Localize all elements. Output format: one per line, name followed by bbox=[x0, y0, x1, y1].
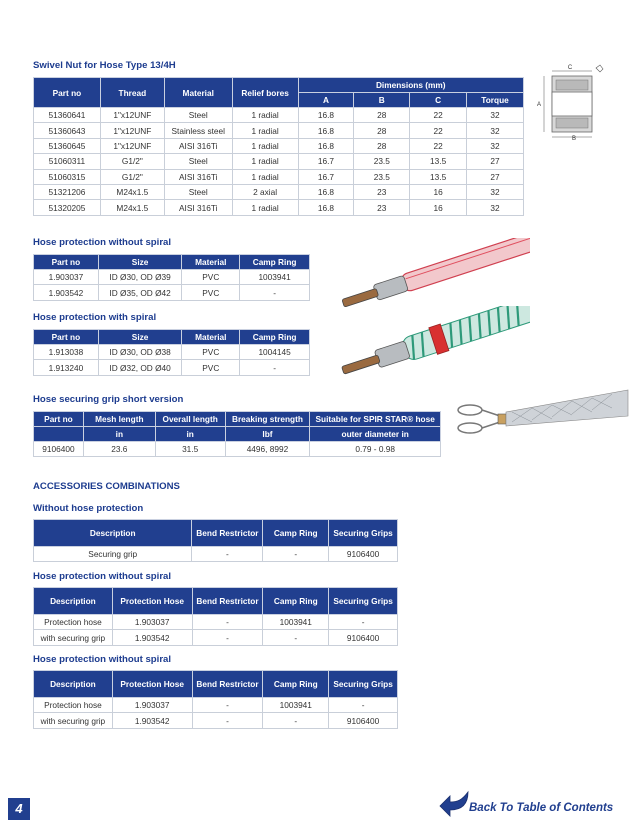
swivel-cell: Steel bbox=[164, 184, 232, 199]
hws-cell: - bbox=[240, 285, 310, 300]
grip-cell: 23.6 bbox=[83, 442, 155, 457]
swivel-cell: 16.8 bbox=[298, 184, 354, 199]
hs-cell: ID Ø32, OD Ø40 bbox=[98, 360, 182, 375]
grip-unit-0: in bbox=[83, 427, 155, 442]
swivel-cell: 13.5 bbox=[410, 169, 467, 184]
swivel-cell: 1 radial bbox=[232, 108, 298, 123]
swivel-cell: 28 bbox=[354, 108, 410, 123]
swivel-cell: 1"x12UNF bbox=[100, 123, 164, 138]
hws-header-2: Material bbox=[182, 255, 240, 270]
swivel-cell: 22 bbox=[410, 123, 467, 138]
securing-grip-table bbox=[33, 411, 441, 457]
hs-header-0: Part no bbox=[34, 330, 99, 345]
swivel-row bbox=[34, 169, 524, 184]
combo1-row bbox=[34, 630, 398, 645]
hs-cell: 1.913240 bbox=[34, 360, 99, 375]
hs-cell: 1.913038 bbox=[34, 345, 99, 360]
swivel-cell: 28 bbox=[354, 123, 410, 138]
combo2-header-0: Description bbox=[34, 671, 113, 698]
combo2-cell: 1.903542 bbox=[112, 713, 192, 728]
combo-2-table bbox=[33, 670, 398, 729]
hs-cell: 1004145 bbox=[240, 345, 310, 360]
section-title-securing-grip: Hose securing grip short version bbox=[33, 394, 184, 405]
grip-header-3: Breaking strength bbox=[225, 412, 310, 427]
hws-header-3: Camp Ring bbox=[240, 255, 310, 270]
combo1-cell: Protection hose bbox=[34, 615, 113, 630]
swivel-cell: Stainless steel bbox=[164, 123, 232, 138]
swivel-nut-drawing bbox=[530, 62, 610, 142]
hs-header-2: Material bbox=[182, 330, 240, 345]
combo2-cell: - bbox=[263, 713, 329, 728]
hws-cell: 1003941 bbox=[240, 270, 310, 285]
swivel-cell: 32 bbox=[467, 123, 524, 138]
swivel-cell: 27 bbox=[467, 169, 524, 184]
swivel-cell: 16.8 bbox=[298, 200, 354, 215]
combo1-cell: 1.903542 bbox=[112, 630, 192, 645]
combo1-header-4: Securing Grips bbox=[329, 588, 398, 615]
swivel-cell: 28 bbox=[354, 138, 410, 153]
swivel-cell: Steel bbox=[164, 154, 232, 169]
hws-cell: ID Ø35, OD Ø42 bbox=[98, 285, 182, 300]
grip-header-4: Suitable for SPIR STAR® hose bbox=[310, 412, 441, 427]
wp-cell: - bbox=[263, 547, 329, 562]
grip-unit-empty bbox=[34, 427, 84, 442]
swivel-cell: 2 axial bbox=[232, 184, 298, 199]
swivel-cell: 51360641 bbox=[34, 108, 101, 123]
swivel-cell: 51321206 bbox=[34, 184, 101, 199]
hs-row bbox=[34, 360, 310, 375]
grip-unit-2: lbf bbox=[225, 427, 310, 442]
combo2-header-1: Protection Hose bbox=[112, 671, 192, 698]
swivel-row bbox=[34, 108, 524, 123]
combo1-header-2: Bend Restrictor bbox=[192, 588, 263, 615]
without-protection-table bbox=[33, 519, 398, 562]
combo1-cell: 1.903037 bbox=[112, 615, 192, 630]
hws-header-0: Part no bbox=[34, 255, 99, 270]
combo2-cell: Protection hose bbox=[34, 698, 113, 713]
combo2-cell: 9106400 bbox=[329, 713, 398, 728]
combo1-row bbox=[34, 615, 398, 630]
swivel-cell: 22 bbox=[410, 138, 467, 153]
combo2-header-4: Securing Grips bbox=[329, 671, 398, 698]
swivel-cell: Steel bbox=[164, 108, 232, 123]
swivel-row bbox=[34, 200, 524, 215]
section-title-hose-with-spiral: Hose protection with spiral bbox=[33, 312, 157, 323]
combo2-cell: 1003941 bbox=[263, 698, 329, 713]
grip-cell: 31.5 bbox=[155, 442, 225, 457]
swivel-cell: 32 bbox=[467, 184, 524, 199]
hws-row bbox=[34, 270, 310, 285]
grip-unit-3: outer diameter in bbox=[310, 427, 441, 442]
hs-cell: ID Ø30, OD Ø38 bbox=[98, 345, 182, 360]
swivel-row bbox=[34, 184, 524, 199]
combo1-header-1: Protection Hose bbox=[112, 588, 192, 615]
combo1-cell: 9106400 bbox=[329, 630, 398, 645]
swivel-cell: 16.7 bbox=[298, 169, 354, 184]
grip-row bbox=[34, 442, 441, 457]
swivel-cell: M24x1.5 bbox=[100, 184, 164, 199]
col-torque: Torque bbox=[467, 93, 524, 108]
swivel-cell: 23.5 bbox=[354, 169, 410, 184]
hs-row bbox=[34, 345, 310, 360]
swivel-cell: 27 bbox=[467, 154, 524, 169]
hws-cell: ID Ø30, OD Ø39 bbox=[98, 270, 182, 285]
col-dimensions: Dimensions (mm) bbox=[298, 78, 523, 93]
swivel-cell: 32 bbox=[467, 108, 524, 123]
combo1-header-0: Description bbox=[34, 588, 113, 615]
section-title-combo-2: Hose protection without spiral bbox=[33, 654, 172, 665]
swivel-row bbox=[34, 123, 524, 138]
hs-header-3: Camp Ring bbox=[240, 330, 310, 345]
section-title-combo-1: Hose protection without spiral bbox=[33, 571, 172, 582]
swivel-cell: 23.5 bbox=[354, 154, 410, 169]
combo-1-table bbox=[33, 587, 398, 646]
combo1-cell: - bbox=[192, 615, 263, 630]
hose-with-spiral-image bbox=[330, 306, 530, 376]
swivel-cell: 16 bbox=[410, 200, 467, 215]
swivel-cell: 23 bbox=[354, 200, 410, 215]
hose-with-spiral-table bbox=[33, 329, 310, 376]
hws-header-1: Size bbox=[98, 255, 182, 270]
wp-header-2: Camp Ring bbox=[263, 520, 329, 547]
wrench-icon bbox=[596, 65, 603, 72]
combo2-header-3: Camp Ring bbox=[263, 671, 329, 698]
combo1-cell: 1003941 bbox=[263, 615, 329, 630]
wp-header-3: Securing Grips bbox=[329, 520, 398, 547]
section-title-without-hose-protection: Without hose protection bbox=[33, 503, 144, 514]
grip-cell: 4496, 8992 bbox=[225, 442, 310, 457]
swivel-cell: 16.8 bbox=[298, 138, 354, 153]
section-title-accessories: ACCESSORIES COMBINATIONS bbox=[33, 481, 180, 492]
swivel-cell: 51360643 bbox=[34, 123, 101, 138]
hws-cell: PVC bbox=[182, 270, 240, 285]
swivel-cell: AISI 316Ti bbox=[164, 200, 232, 215]
hs-cell: PVC bbox=[182, 345, 240, 360]
back-to-toc-link[interactable]: Back To Table of Contents bbox=[469, 802, 614, 814]
hws-cell: 1.903542 bbox=[34, 285, 99, 300]
col-a: A bbox=[298, 93, 354, 108]
back-arrow-icon[interactable] bbox=[438, 790, 472, 820]
combo2-cell: - bbox=[329, 698, 398, 713]
hose-without-spiral-table bbox=[33, 254, 310, 301]
wp-header-0: Description bbox=[34, 520, 192, 547]
combo2-row bbox=[34, 698, 398, 713]
combo2-cell: with securing grip bbox=[34, 713, 113, 728]
swivel-cell: G1/2" bbox=[100, 154, 164, 169]
combo2-cell: 1.903037 bbox=[112, 698, 192, 713]
swivel-cell: 1"x12UNF bbox=[100, 138, 164, 153]
combo1-cell: - bbox=[329, 615, 398, 630]
section-title-swivel-nut: Swivel Nut for Hose Type 13/4H bbox=[33, 60, 176, 71]
hs-header-1: Size bbox=[98, 330, 182, 345]
swivel-cell: 51360645 bbox=[34, 138, 101, 153]
wp-row bbox=[34, 547, 398, 562]
swivel-cell: 32 bbox=[467, 200, 524, 215]
hose-without-spiral-image bbox=[330, 238, 530, 308]
col-b: B bbox=[354, 93, 410, 108]
swivel-cell: 32 bbox=[467, 138, 524, 153]
swivel-cell: 23 bbox=[354, 184, 410, 199]
hws-cell: 1.903037 bbox=[34, 270, 99, 285]
label-c: C bbox=[567, 65, 573, 71]
wp-cell: - bbox=[192, 547, 263, 562]
col-thread: Thread bbox=[100, 78, 164, 108]
hws-cell: PVC bbox=[182, 285, 240, 300]
grip-cell: 9106400 bbox=[34, 442, 84, 457]
swivel-row bbox=[34, 138, 524, 153]
swivel-cell: 51060315 bbox=[34, 169, 101, 184]
col-c: C bbox=[410, 93, 467, 108]
swivel-cell: 22 bbox=[410, 108, 467, 123]
col-material: Material bbox=[164, 78, 232, 108]
combo2-row bbox=[34, 713, 398, 728]
hws-row bbox=[34, 285, 310, 300]
col-relief-bores: Relief bores bbox=[232, 78, 298, 108]
swivel-cell: G1/2" bbox=[100, 169, 164, 184]
section-title-hose-without-spiral: Hose protection without spiral bbox=[33, 237, 172, 248]
swivel-cell: 1 radial bbox=[232, 123, 298, 138]
grip-header-0: Part no bbox=[34, 412, 84, 427]
swivel-cell: 1 radial bbox=[232, 138, 298, 153]
combo1-header-3: Camp Ring bbox=[263, 588, 329, 615]
swivel-cell: AISI 316Ti bbox=[164, 169, 232, 184]
swivel-cell: 16.8 bbox=[298, 108, 354, 123]
swivel-row bbox=[34, 154, 524, 169]
swivel-nut-table bbox=[33, 77, 524, 216]
swivel-cell: 16 bbox=[410, 184, 467, 199]
wp-cell: 9106400 bbox=[329, 547, 398, 562]
label-b: B bbox=[572, 136, 577, 142]
grip-unit-1: in bbox=[155, 427, 225, 442]
combo1-cell: with securing grip bbox=[34, 630, 113, 645]
swivel-cell: 16.8 bbox=[298, 123, 354, 138]
hs-cell: - bbox=[240, 360, 310, 375]
combo2-header-2: Bend Restrictor bbox=[192, 671, 263, 698]
combo1-cell: - bbox=[263, 630, 329, 645]
swivel-cell: 51060311 bbox=[34, 154, 101, 169]
swivel-cell: AISI 316Ti bbox=[164, 138, 232, 153]
swivel-cell: 1 radial bbox=[232, 169, 298, 184]
grip-header-1: Mesh length bbox=[83, 412, 155, 427]
swivel-cell: 51320205 bbox=[34, 200, 101, 215]
swivel-cell: 13.5 bbox=[410, 154, 467, 169]
page-number: 4 bbox=[8, 798, 30, 820]
label-a: A bbox=[537, 102, 542, 108]
combo2-cell: - bbox=[192, 698, 263, 713]
swivel-cell: 16.7 bbox=[298, 154, 354, 169]
wp-header-1: Bend Restrictor bbox=[192, 520, 263, 547]
col-part-no: Part no bbox=[34, 78, 101, 108]
swivel-cell: 1"x12UNF bbox=[100, 108, 164, 123]
swivel-cell: 1 radial bbox=[232, 200, 298, 215]
combo1-cell: - bbox=[192, 630, 263, 645]
wp-cell: Securing grip bbox=[34, 547, 192, 562]
grip-cell: 0.79 - 0.98 bbox=[310, 442, 441, 457]
grip-header-2: Overall length bbox=[155, 412, 225, 427]
hs-cell: PVC bbox=[182, 360, 240, 375]
combo2-cell: - bbox=[192, 713, 263, 728]
securing-grip-image bbox=[452, 386, 632, 456]
swivel-cell: M24x1.5 bbox=[100, 200, 164, 215]
swivel-cell: 1 radial bbox=[232, 154, 298, 169]
